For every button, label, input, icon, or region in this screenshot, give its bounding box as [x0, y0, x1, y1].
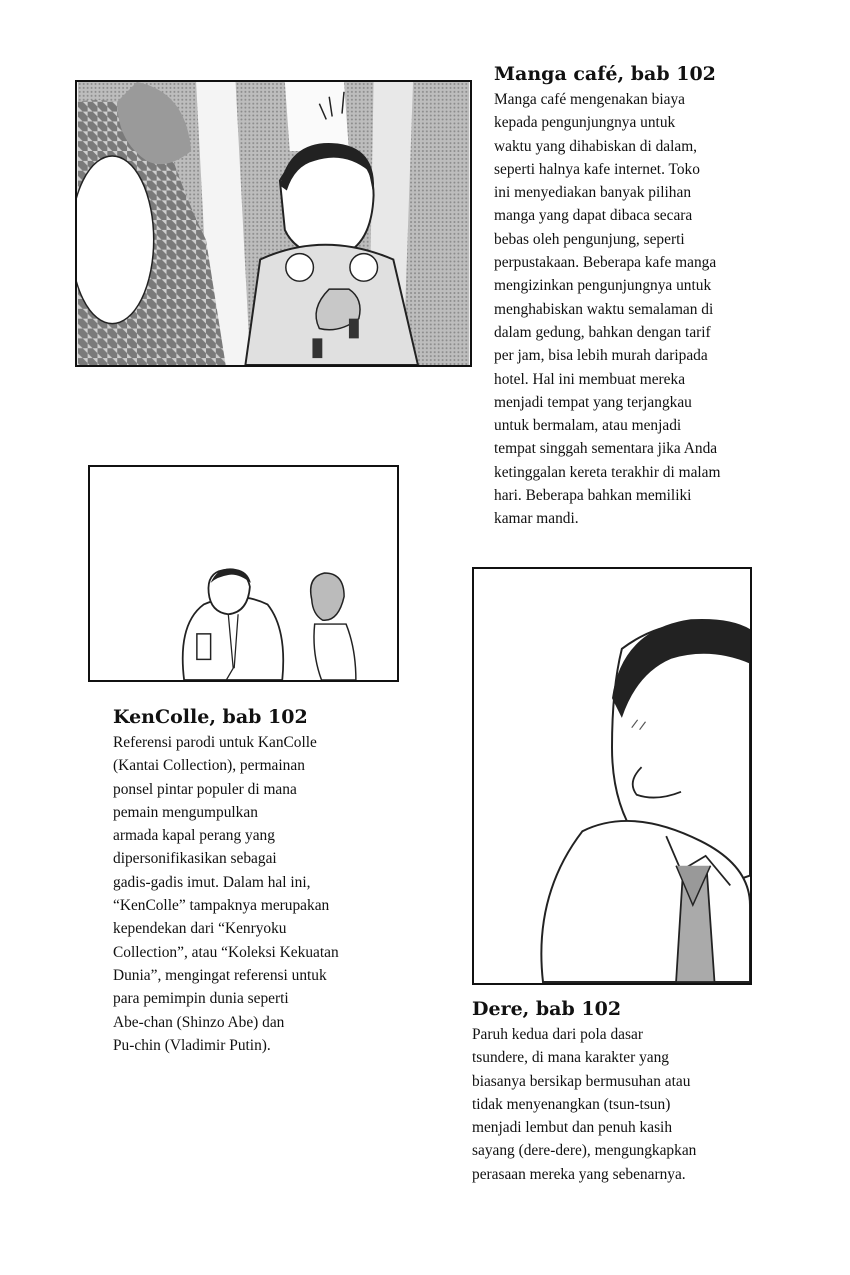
note-manga-cafe-title: Manga café, bab 102 [494, 63, 716, 85]
panel-dere [472, 567, 752, 985]
note-kencolle [113, 705, 433, 1057]
note-kencolle-body: Referensi parodi untuk KanColle (Kantai Collection), permainan ponsel pintar populer di mana pemain mengumpulkan armada kapal perang yang dipersonifikasikan sebagai gadis-gadis imut. Dalam hal ini, “KenColle” tampaknya merupakan kependekan dari “Kenryoku Collection”, atau “Koleksi Kekuatan Dunia”, mengingat referensi untuk para pemimpin dunia seperti Abe-chan (Shinzo Abe) dan Pu-chin (Vladimir Putin). [113, 734, 339, 1054]
panel-manga-cafe-illustration [77, 82, 470, 365]
panel-kencolle-illustration [90, 467, 397, 680]
panel-dere-illustration [474, 569, 750, 983]
note-manga-cafe [494, 62, 824, 531]
note-manga-cafe-body: Manga café mengenakan biaya kepada pengunjungnya untuk waktu yang dihabiskan di dalam, seperti halnya kafe internet. Toko ini menyediakan banyak pilihan manga yang dapat dibaca secara bebas oleh pengunjung, seperti perpustakaan. Beberapa kafe manga mengizinkan pengunjungnya untuk menghabiskan waktu semalaman di dalam gedung, bahkan dengan tarif per jam, bisa lebih murah daripada hotel. Hal ini membuat mereka menjadi tempat yang terjangkau untuk bermalam, atau menjadi tempat singgah sementara jika Anda ketinggalan kereta terakhir di malam hari. Beberapa bahkan memiliki kamar mandi. [494, 91, 721, 528]
note-dere [472, 997, 802, 1186]
note-dere-title: Dere, bab 102 [472, 998, 622, 1020]
panel-manga-cafe [75, 80, 472, 367]
note-dere-body: Paruh kedua dari pola dasar tsundere, di mana karakter yang biasanya bersikap bermusuhan atau tidak menyenangkan (tsun-tsun) menjadi lembut dan penuh kasih sayang (dere-dere), mengungkapkan perasaan mereka yang sebenarnya. [472, 1026, 697, 1183]
panel-kencolle [88, 465, 399, 682]
note-kencolle-title: KenColle, bab 102 [113, 706, 308, 728]
